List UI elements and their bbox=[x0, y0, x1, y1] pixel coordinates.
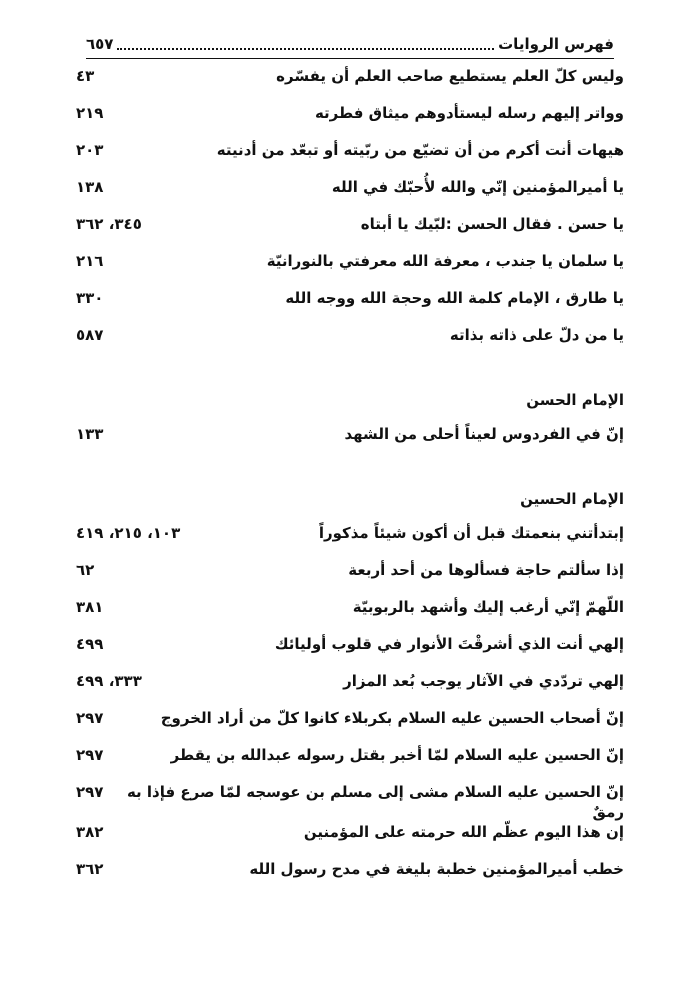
entry-text: إنّ في الفردوس لعيناً أحلى من الشهد bbox=[344, 425, 624, 443]
entry-text: إذا سألتم حاجة فسألوها من أحد أربعة bbox=[348, 561, 624, 579]
header-rule bbox=[86, 58, 614, 59]
entry-text: وليس كلّ العلم يستطيع صاحب العلم أن يفسّره bbox=[276, 67, 624, 85]
entry-page-numbers: ٣٨٢ bbox=[76, 823, 104, 841]
entry-page-numbers: ٢٩٧ bbox=[76, 746, 104, 764]
section-heading: الإمام الحسن bbox=[526, 391, 624, 409]
index-entry bbox=[76, 66, 624, 103]
index-entry bbox=[76, 560, 624, 597]
entry-text: إنّ أصحاب الحسين عليه السلام بكربلاء كانوا كلّ من أراد الخروج bbox=[160, 709, 624, 727]
entry-text: إلهي أنت الذي أشرقْتَ الأنوار في قلوب أوليائك bbox=[274, 635, 624, 653]
entry-page-numbers: ١٣٨ bbox=[76, 178, 104, 196]
index-entry bbox=[76, 523, 624, 560]
entry-text: هيهات أنت أكرم من أن تضيّع من ربّيته أو تبعّد من أدنيته bbox=[216, 141, 624, 159]
entry-text: يا من دلّ على ذاته بذاته bbox=[449, 326, 624, 344]
index-entry bbox=[76, 140, 624, 177]
entry-page-numbers: ٣٨١ bbox=[76, 598, 104, 616]
entry-text: خطب أميرالمؤمنين خطبة بليغة في مدح رسول الله bbox=[249, 860, 624, 878]
index-entry bbox=[76, 214, 624, 251]
running-header bbox=[86, 33, 614, 55]
section-heading: الإمام الحسين bbox=[520, 490, 624, 508]
entry-text: يا طارق ، الإمام كلمة الله وحجة الله ووجه الله bbox=[285, 289, 624, 307]
index-entry bbox=[76, 325, 624, 362]
index-entry bbox=[76, 708, 624, 745]
index-entry bbox=[76, 782, 624, 822]
header-page-number: ٦٥٧ bbox=[86, 35, 114, 53]
entry-page-numbers: ٤٩٩ bbox=[76, 635, 104, 653]
index-entry bbox=[76, 424, 624, 461]
entry-page-numbers: ٢١٩ bbox=[76, 104, 104, 122]
entry-page-numbers: ٢٠٣ bbox=[76, 141, 104, 159]
entry-page-numbers: ٢٩٧ bbox=[76, 783, 104, 801]
entry-page-numbers: ٤٣ bbox=[76, 67, 95, 85]
index-entry bbox=[76, 634, 624, 671]
index-entry bbox=[76, 288, 624, 325]
index-content bbox=[76, 66, 624, 896]
entry-page-numbers: ١٠٣، ٢١٥، ٤١٩ bbox=[76, 524, 181, 542]
index-entry bbox=[76, 859, 624, 896]
entry-page-numbers: ٣٦٢ bbox=[76, 860, 104, 878]
entry-page-numbers: ٦٢ bbox=[76, 561, 95, 579]
index-entry bbox=[76, 177, 624, 214]
index-entry bbox=[76, 597, 624, 634]
index-entry bbox=[76, 251, 624, 288]
leader-dots bbox=[117, 38, 494, 50]
entry-text: إبتدأتني بنعمتك قبل أن أكون شيئاً مذكوراً bbox=[318, 524, 624, 542]
entry-text: يا حسن . فقال الحسن :لبّيك يا أبتاه bbox=[360, 215, 624, 233]
index-entry bbox=[76, 103, 624, 140]
index-entry bbox=[76, 671, 624, 708]
entry-text: وواتر إليهم رسله ليستأدوهم ميثاق فطرته bbox=[314, 104, 624, 122]
entry-page-numbers: ٣٤٥، ٣٦٢ bbox=[76, 215, 142, 233]
index-entry bbox=[76, 745, 624, 782]
entry-page-numbers: ١٣٣ bbox=[76, 425, 104, 443]
entry-text: اللّهمّ إنّي أرغب إليك وأشهد بالربوبيّة bbox=[352, 598, 624, 616]
header-title: فهرس الروايات bbox=[498, 35, 614, 53]
entry-page-numbers: ٢١٦ bbox=[76, 252, 104, 270]
index-entry bbox=[76, 822, 624, 859]
entry-page-numbers: ٢٩٧ bbox=[76, 709, 104, 727]
entry-text: إلهي تردّدي في الآثار يوجب بُعد المزار bbox=[343, 672, 624, 690]
entry-text: إنّ الحسين عليه السلام مشى إلى مسلم بن عوسجه لمّا صرع فإذا به رمقٌ bbox=[126, 783, 624, 821]
entry-text: يا أميرالمؤمنين إنّي والله لأُحبّك في الله bbox=[331, 178, 624, 196]
entry-page-numbers: ٣٣٠ bbox=[76, 289, 104, 307]
entry-text: إنّ الحسين عليه السلام لمّا أخبر بقتل رسوله عبدالله بن يقطر bbox=[170, 746, 624, 764]
entry-page-numbers: ٣٣٣، ٤٩٩ bbox=[76, 672, 142, 690]
entry-text: إن هذا اليوم عظّم الله حرمته على المؤمنين bbox=[303, 823, 624, 841]
entry-text: يا سلمان يا جندب ، معرفة الله معرفتي بالنورانيّة bbox=[266, 252, 624, 270]
entry-page-numbers: ٥٨٧ bbox=[76, 326, 104, 344]
